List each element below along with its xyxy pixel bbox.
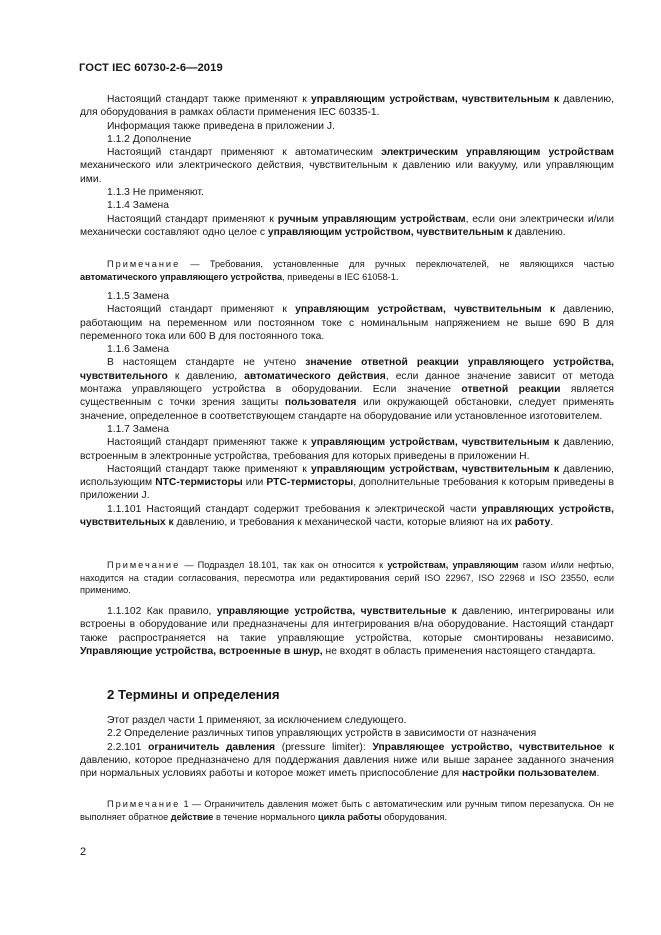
clause-1-1-102-block (80, 605, 614, 658)
term-run: Управляющее устройство, чувствительное к (372, 741, 615, 753)
text-run: , приведены в IEC 61058-1. (282, 271, 399, 282)
term-run: значение ответной реакции управляющего устройства, чувствительного (80, 357, 614, 382)
text-run: является существенным с точки зрения защиты (80, 384, 615, 409)
paragraph-1-1-102 (80, 605, 614, 658)
text-run: (pressure limiter): (275, 741, 373, 753)
term-run: PTC-термисторы (266, 477, 354, 489)
text-run: В настоящем стандарте не учтено (107, 357, 306, 369)
term-run: управляющим устройствам, чувствительным к (311, 94, 559, 105)
text-run: давлению, использующим (80, 463, 614, 489)
section-2-block (80, 714, 614, 780)
text-run: Настоящий стандарт также применяют к (107, 94, 312, 105)
clause-heading-1-1-7: 1.1.7 Замена (107, 423, 169, 435)
paragraph-info-annex-j: Информация также приведена в приложении J. (107, 120, 335, 132)
paragraph-voltage (80, 303, 614, 343)
note-subclause-18-101 (80, 559, 614, 597)
text-run: давлению, работающим на переменном или постоянном токе с номинальным напряжением не выше 690 В для переменного тока или 600 В для постоянного тока. (80, 304, 614, 342)
paragraph-scope-electric (80, 146, 614, 186)
text-run: — Требования, установленные для ручных переключателей, не являющихся частью (180, 259, 614, 269)
text-run: не входят в область применения настоящего стандарта. (322, 645, 596, 657)
term-run: пользователя (284, 397, 357, 409)
note-text (80, 798, 614, 823)
term-run: настройки пользователем (461, 768, 597, 780)
text-run: 1 — Ограничитель давления может быть с автоматическим или ручным типом перезапуска. Он не выполняет обратное (80, 799, 614, 822)
term-run: управляющих устройств, чувствительных к (80, 503, 615, 529)
term-run: действие (170, 811, 214, 822)
term-run: NTC-термисторы (155, 477, 243, 489)
section-heading-2: 2 Термины и определения (107, 687, 280, 702)
note-pressure-limiter (80, 798, 614, 823)
text-run: давлению. (511, 226, 566, 238)
text-run: , если они электрически и/или механически составляют одно целое с (80, 213, 614, 238)
text-run: механического или электрического действия, чувствительным к давлению или вакууму, или управляющим ими. (80, 160, 614, 185)
text-run: давлению, для оборудования в рамках области применения IEC 60335-1. (80, 94, 614, 119)
text-run: . (596, 768, 600, 780)
text-run: оборудования. (381, 811, 447, 822)
document-header: ГОСТ IEC 60730-2-6—2019 (79, 62, 223, 74)
term-run: управляющим устройствам, чувствительным к (295, 304, 555, 316)
paragraph-electronic-devices (80, 436, 614, 463)
term-run: Управляющие устройства, встроенные в шнур, (80, 645, 323, 657)
text-run: Настоящий стандарт применяют к (107, 213, 278, 225)
clause-1-1-5-block (80, 290, 614, 529)
note-manual-switches (80, 258, 614, 283)
text-run: 2.2.101 (107, 741, 149, 753)
term-run: управляющим устройствам, чувствительным к (311, 463, 559, 475)
clause-heading-2-2: 2.2 Определение различных типов управляющих устройств в зависимости от назначения (107, 728, 537, 740)
term-run: управляющим устройствам, чувствительным к (311, 437, 559, 449)
definition-2-2-101 (80, 741, 614, 781)
term-run: работу (514, 517, 551, 529)
term-run: ручным управляющим устройствам (277, 213, 466, 225)
text-run: газом и/или нефтью, находится на стадии согласования, пересмотра или редактирования серий ISO 22967, ISO 22968 и ISO 23550, если применимо. (80, 560, 615, 595)
text-run: давлению, и требования к механической части, которые влияют на их (173, 517, 515, 529)
term-run: ответной реакции (461, 384, 561, 396)
paragraph-scope-335 (80, 93, 614, 120)
term-run: электрическим управляющим устройствам (381, 147, 614, 159)
note-text (80, 559, 614, 597)
text-run: давлению, интегрированы или встроены в оборудование или предназначены для интегрирования в/на оборудование. Настоящий стандарт также распространяется на такие управляющие устройства, которые смонтированы независимо. (80, 606, 614, 644)
clause-heading-1-1-2: 1.1.2 Дополнение (107, 133, 192, 145)
text-run: Настоящий стандарт также применяют к (107, 463, 312, 475)
text-run: давлению, встроенным в электронные устройства, требования для которых приведены в приложении Н. (80, 437, 614, 462)
clause-heading-1-1-6: 1.1.6 Замена (107, 344, 169, 356)
paragraph-1-1-101 (80, 503, 614, 530)
term-run: ограничитель давления (148, 741, 276, 753)
note-label: Примечание (107, 560, 181, 570)
text-run: в течение нормального (213, 811, 318, 822)
term-run: автоматического действия (244, 370, 386, 382)
term-run: управляющим устройством, чувствительным к (267, 226, 512, 238)
page-number: 2 (80, 846, 87, 858)
paragraph-part1-applies: Этот раздел части 1 применяют, за исключением следующего. (107, 715, 407, 726)
paragraph-thermistors (80, 463, 614, 503)
clause-heading-1-1-5: 1.1.5 Замена (107, 291, 169, 302)
term-run: устройствам, управляющим (387, 560, 519, 570)
text-run: или (242, 477, 267, 489)
text-run: , дополнительные требования к которым приведены в приложении J. (80, 477, 615, 502)
text-run: 1.1.102 Как правило, (107, 606, 217, 617)
note-label: Примечание (107, 799, 181, 809)
paragraph-response-value (80, 356, 614, 422)
text-run: Настоящий стандарт применяют также к (107, 437, 312, 449)
note-text (80, 258, 614, 283)
term-run: управляющие устройства, чувствительные к (216, 606, 457, 617)
clause-1-1-block (80, 93, 614, 239)
text-run: 1.1.101 Настоящий стандарт содержит требования к электрической части (107, 503, 482, 515)
note-label: Примечание (107, 259, 181, 269)
text-run: или окружающей обстановки, следует применять значение, определенное в соответствующем стандарте на оборудование или установленное изготовителем. (80, 397, 614, 422)
term-run: автоматического управляющего устройства (80, 271, 283, 282)
text-run: — Подраздел 18.101, так как он относится к (180, 560, 388, 570)
text-run: Настоящий стандарт применяют к (107, 304, 296, 316)
paragraph-manual-controls (80, 213, 614, 240)
clause-heading-1-1-3: 1.1.3 Не применяют. (107, 187, 204, 199)
text-run: , если данное значение зависит от метода монтажа управляющего устройства в оборудовании. Если значение (80, 370, 615, 396)
text-run: . (550, 517, 554, 529)
text-run: давлению, которое предназначено для поддержания давления ниже или выше заранее заданного значения при нормальных условиях работы и которое может иметь приспособление для (80, 754, 614, 780)
term-run: цикла работы (317, 811, 382, 822)
text-run: Настоящий стандарт применяют к автоматическим (107, 147, 382, 159)
text-run: к давлению, (167, 370, 245, 382)
clause-heading-1-1-4: 1.1.4 Замена (107, 200, 169, 212)
